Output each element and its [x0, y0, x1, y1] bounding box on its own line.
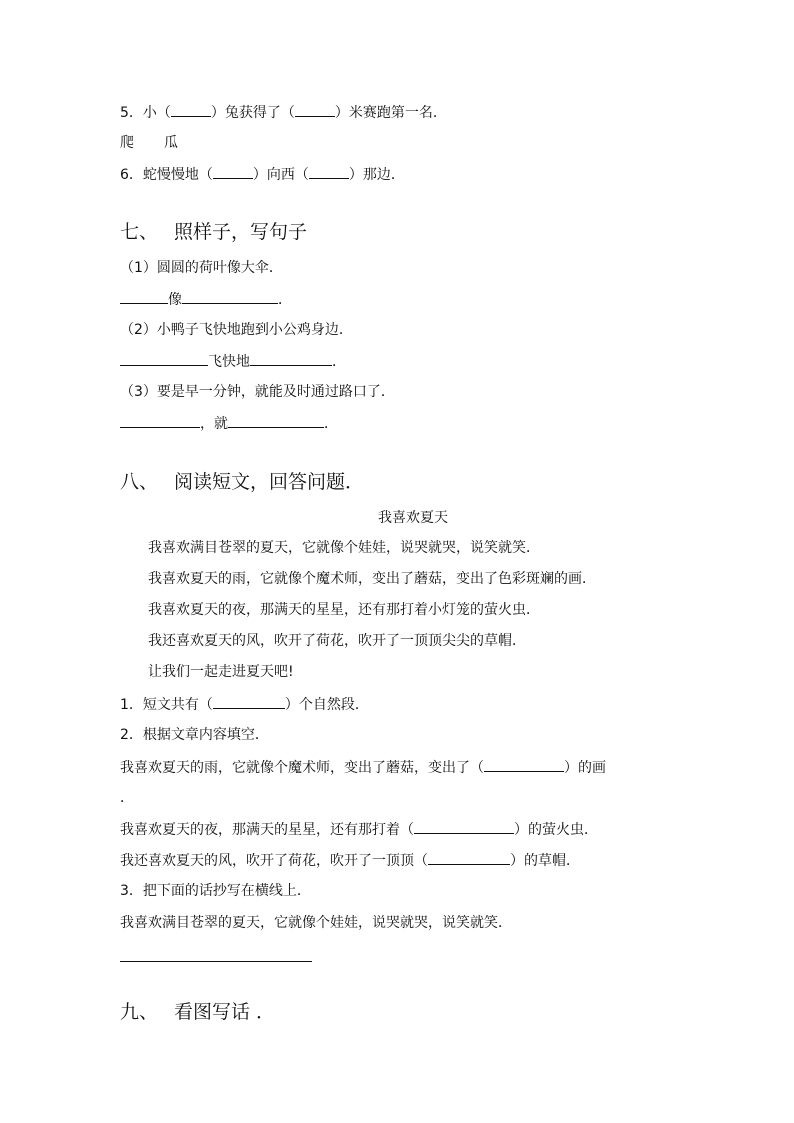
word-hints: 爬 瓜: [120, 135, 178, 151]
blank[interactable]: [182, 289, 278, 304]
blank[interactable]: [414, 819, 514, 834]
paragraph-5: 让我们一起走进夏天吧!: [148, 664, 294, 680]
blank[interactable]: [213, 164, 253, 179]
paragraph-4: 我还喜欢夏天的风，吹开了荷花，吹开了一顶顶尖尖的草帽．: [148, 633, 526, 649]
fill-line-1: 我喜欢夏天的雨，它就像个魔术师，变出了蘑菇，变出了（ ）的画: [120, 757, 606, 778]
blank[interactable]: [295, 102, 335, 117]
example-3: （3）要是早一分钟，就能及时通过路口了．: [120, 384, 395, 400]
blank[interactable]: [171, 102, 211, 117]
blank[interactable]: [120, 351, 208, 366]
paragraph-3: 我喜欢夏天的夜，那满天的星星，还有那打着小灯笼的萤火虫．: [148, 602, 540, 618]
blank[interactable]: [309, 164, 349, 179]
blank[interactable]: [213, 694, 285, 709]
section-8-heading: 八、 阅读短文，回答问题．: [120, 471, 365, 493]
reading-question-1: 1．短文共有（ ）个自然段．: [120, 694, 369, 715]
question-6: 6．蛇慢慢地（ ）向西（ ）那边．: [120, 164, 405, 185]
article-title: 我喜欢夏天: [378, 510, 448, 526]
reading-question-3: 3．把下面的话抄写在横线上．: [120, 883, 311, 899]
section-7-heading: 七、 照样子，写句子: [120, 221, 308, 243]
blank[interactable]: [250, 351, 332, 366]
blank[interactable]: [120, 289, 168, 304]
answer-1: 像 ．: [120, 289, 292, 310]
answer-2: 飞快地 ．: [120, 351, 346, 372]
fill-line-1-end: ．: [120, 790, 134, 806]
copy-answer-line[interactable]: [120, 961, 312, 962]
example-1: （1）圆圆的荷叶像大伞．: [120, 260, 283, 276]
fill-line-3: 我还喜欢夏天的风，吹开了荷花，吹开了一顶顶（ ）的草帽．: [120, 850, 580, 871]
fill-line-2: 我喜欢夏天的夜，那满天的星星，还有那打着（ ）的萤火虫．: [120, 819, 598, 840]
paragraph-2: 我喜欢夏天的雨，它就像个魔术师，变出了蘑菇，变出了色彩斑斓的画．: [148, 571, 596, 587]
blank[interactable]: [484, 757, 564, 772]
answer-3: ，就 ．: [120, 413, 338, 434]
section-9-heading: 九、 看图写话 ．: [120, 1001, 276, 1023]
blank[interactable]: [428, 850, 510, 865]
blank[interactable]: [120, 413, 200, 428]
example-2: （2）小鸭子飞快地跑到小公鸡身边．: [120, 322, 353, 338]
blank[interactable]: [228, 413, 324, 428]
question-5: 5．小（ ）兔获得了（ ）米赛跑第一名．: [120, 102, 447, 123]
reading-question-2: 2．根据文章内容填空．: [120, 727, 269, 743]
copy-text: 我喜欢满目苍翠的夏天，它就像个娃娃，说哭就哭，说笑就笑．: [120, 915, 512, 931]
paragraph-1: 我喜欢满目苍翠的夏天，它就像个娃娃，说哭就哭，说笑就笑．: [148, 540, 540, 556]
